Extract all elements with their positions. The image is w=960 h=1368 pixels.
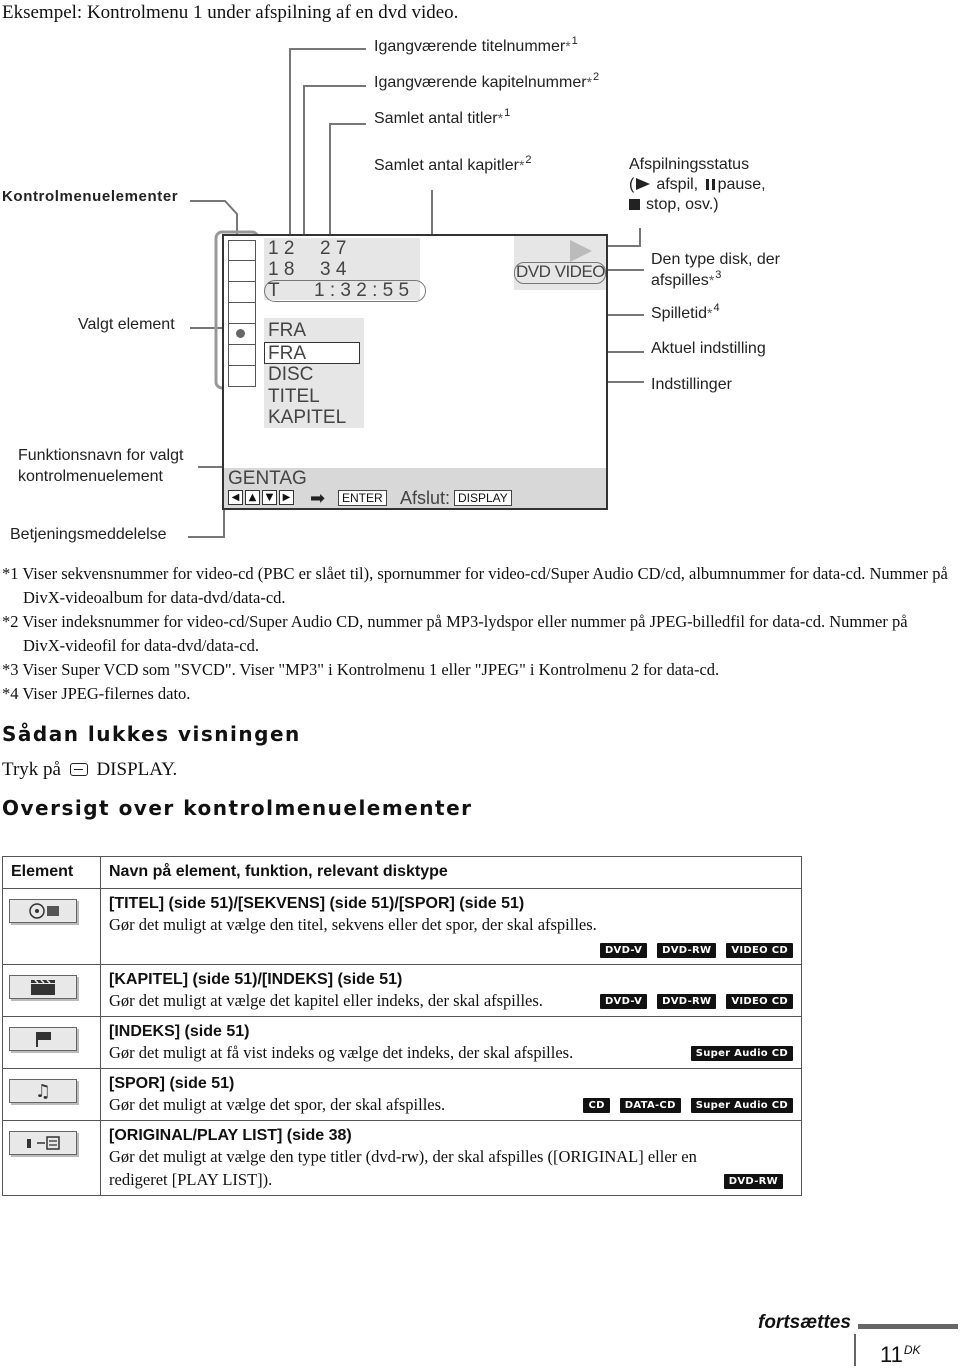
close-heading: Sådan lukkes visningen [2, 722, 301, 746]
disc-type-badges [714, 1171, 783, 1189]
osd-screen [222, 234, 608, 510]
callout-selected-item: Valgt element [78, 316, 175, 333]
display-button-icon [70, 763, 88, 776]
menu-icon-column [228, 240, 256, 390]
callout-total-chapters: Samlet antal kapitler*$^2$ [374, 154, 532, 174]
disc-type-badges [109, 940, 793, 960]
row-description: Gør det muligt at vælge det spor, der skal afspilles. [109, 1095, 446, 1114]
time-prefix: T [268, 280, 280, 301]
arrow-left-icon: ◀ [228, 490, 243, 505]
footnote: *1 Viser sekvensnummer for video-cd (PBC er slået til), spornummer for video-cd/Super Audio CD/cd, albumnummer for data-cd. Nummer på DivX-videoalbum for data-dvd/data-cd. [2, 564, 948, 607]
setting-option: DISC [268, 364, 314, 385]
play-status-icon [570, 240, 592, 262]
callout-function-name: Funktionsnavn for valgt kontrolmenuelement [18, 447, 184, 485]
footnote: *3 Viser Super VCD som "SVCD". Viser "MP3" i Kontrolmenu 1 eller "JPEG" i Kontrolmenu 2 for data-cd. [2, 660, 720, 679]
footnotes [2, 562, 952, 706]
menu-icon-slot [228, 240, 256, 261]
table-row [3, 1017, 802, 1069]
overview-heading: Oversigt over kontrolmenuelementer [2, 796, 473, 820]
disc-badge: CD [583, 1098, 609, 1113]
total-titles: 2 7 [320, 238, 347, 259]
disc-badge: DVD-RW [724, 1174, 783, 1189]
current-setting-value: FRA [268, 320, 306, 341]
callout-menu-items: Kontrolmenuelementer [2, 188, 179, 205]
disc-title-icon [9, 899, 77, 923]
arrow-down-icon: ▼ [262, 490, 277, 505]
flag-index-icon [9, 1027, 77, 1051]
function-name: GENTAG [228, 468, 307, 489]
continues-label: fortsættes [758, 1312, 851, 1333]
arrow-keys [228, 490, 294, 505]
disc-badge: Super Audio CD [691, 1046, 793, 1061]
table-header [3, 857, 802, 889]
original-playlist-icon [9, 1131, 77, 1155]
callout-current-chapter: Igangværende kapitelnummer*$^2$ [374, 71, 600, 91]
table-row [3, 965, 802, 1017]
arrow-up-icon: ▲ [245, 490, 260, 505]
disc-badge: DVD-RW [657, 943, 716, 958]
arrow-right-icon: ▶ [279, 490, 294, 505]
row-description: Gør det muligt at få vist indeks og vælge det indeks, der skal afspilles. [109, 1043, 574, 1062]
page-number-rule [854, 1334, 856, 1366]
menu-icon-slot [228, 303, 256, 324]
table-row [3, 1121, 802, 1196]
setting-option: FRA [268, 343, 306, 364]
callout-total-titles: Samlet antal titler*$^1$ [374, 107, 511, 127]
disc-badge: DATA-CD [620, 1098, 681, 1113]
callout-current-title: Igangværende titelnummer*$^1$ [374, 35, 578, 55]
setting-option: TITEL [268, 386, 320, 407]
row-title: [ORIGINAL/PLAY LIST] (side 38) [109, 1127, 352, 1144]
footnote: *2 Viser indeksnummer for video-cd/Super Audio CD, nummer på MP3-lydspor eller nummer på JPEG-billedfil for data-cd. Nummer på DivX-videofil for data-dvd/data-cd. [2, 612, 908, 655]
menu-icon-slot [228, 345, 256, 366]
callout-disc-type: Den type disk, der afspilles*$^3$ [651, 251, 780, 289]
setting-option: KAPITEL [268, 407, 347, 428]
play-time-value: 1 : 3 2 : 5 5 [314, 280, 410, 301]
total-chapters: 3 4 [320, 259, 347, 280]
menu-icon-slot [228, 366, 256, 387]
disc-type-badges [681, 1043, 793, 1063]
enter-key: ENTER [338, 490, 387, 506]
callout-playback-status: Afspilningsstatus ( afspil, pause, stop, osv.) [629, 156, 766, 213]
menu-icon-slot [228, 261, 256, 282]
row-title: [INDEKS] (side 51) [109, 1023, 250, 1040]
row-title: [SPOR] (side 51) [109, 1075, 235, 1092]
continues-rule [858, 1324, 958, 1329]
row-description: Gør det muligt at vælge den titel, sekvens eller det spor, der skal afspilles. [109, 915, 597, 934]
callout-operation-message: Betjeningsmeddelelse [10, 526, 167, 543]
disc-badge: Super Audio CD [691, 1098, 793, 1113]
row-title: [TITEL] (side 51)/[SEKVENS] (side 51)/[SPOR] (side 51) [109, 895, 525, 912]
table-row [3, 1069, 802, 1121]
chapter-number: 1 8 [268, 259, 295, 280]
disc-type-badges [573, 1095, 793, 1115]
row-description: Gør det muligt at vælge det kapitel eller indeks, der skal afspilles. [109, 991, 543, 1010]
then-arrow-icon: ➡ [310, 488, 326, 509]
footnote: *4 Viser JPEG-filernes dato. [2, 684, 191, 703]
title-number: 1 2 [268, 238, 295, 259]
disc-badge: DVD-V [600, 994, 647, 1009]
column-header-element: Element [3, 857, 101, 889]
table-row [3, 889, 802, 965]
callout-play-time: Spilletid*$^4$ [651, 302, 720, 322]
row-title: [KAPITEL] (side 51)/[INDEKS] (side 51) [109, 971, 403, 988]
callout-current-setting: Aktuel indstilling [651, 340, 766, 357]
control-menu-table [2, 856, 802, 1196]
music-note-icon: ♫ [9, 1079, 77, 1103]
row-description: Gør det muligt at vælge den type titler (dvd-rw), der skal afspilles ([ORIGINAL] eller en redigeret [PLAY LIST]). [109, 1147, 697, 1189]
clapper-chapter-icon [9, 975, 77, 999]
disc-badge: DVD-V [600, 943, 647, 958]
disc-type-badges [590, 991, 793, 1011]
exit-label: Afslut: [400, 488, 451, 508]
disc-badge: VIDEO CD [726, 943, 793, 958]
disc-type-label: DVD VIDEO [516, 262, 606, 281]
page-number: $11^{DK}$ [880, 1342, 921, 1367]
figure-caption: Eksempel: Kontrolmenu 1 under afspilning af en dvd video. [2, 2, 459, 23]
disc-badge: VIDEO CD [726, 994, 793, 1009]
callout-settings: Indstillinger [651, 376, 732, 393]
menu-icon-slot [228, 282, 256, 303]
column-header-name: Navn på element, funktion, relevant disktype [101, 857, 802, 889]
display-key: DISPLAY [454, 490, 512, 506]
close-instruction: Tryk på DISPLAY. [2, 759, 178, 780]
disc-badge: DVD-RW [657, 994, 716, 1009]
menu-icon-slot-selected [228, 324, 256, 345]
